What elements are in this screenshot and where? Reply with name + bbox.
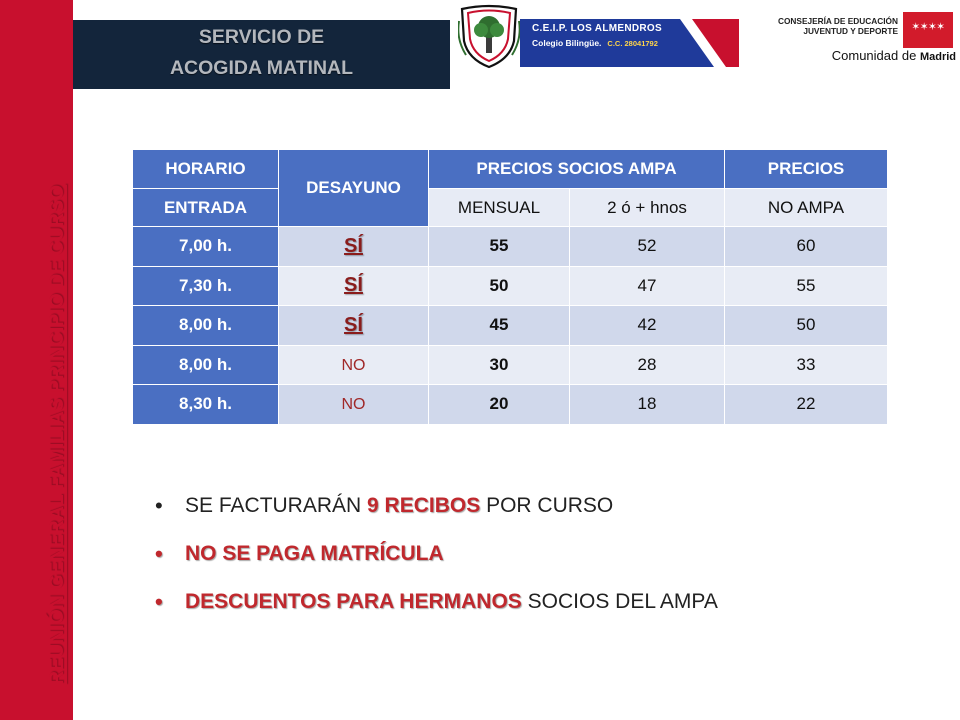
bullet-text-post: POR CURSO	[480, 494, 614, 517]
consejeria-line2: JUVENTUD Y DEPORTE	[803, 26, 898, 36]
cell-no-ampa: 50	[725, 306, 888, 346]
header-desayuno: DESAYUNO	[279, 150, 429, 227]
bullet-matricula	[155, 536, 915, 584]
cell-no-ampa: 60	[725, 227, 888, 267]
school-subtitle	[532, 38, 658, 48]
consejeria-label	[760, 16, 898, 36]
cell-entrada: 8,00 h.	[133, 306, 279, 346]
table-row	[133, 227, 888, 267]
cell-hermanos: 52	[570, 227, 725, 267]
cell-mensual: 30	[429, 345, 570, 385]
madrid-text: Madrid	[919, 51, 956, 63]
cell-mensual: 55	[429, 227, 570, 267]
school-name: C.E.I.P. LOS ALMENDROS	[532, 23, 662, 34]
desayuno-value: NO	[341, 356, 366, 374]
header-hermanos: 2 ó + hnos	[570, 189, 725, 227]
cell-no-ampa: 22	[725, 385, 888, 425]
page-title	[73, 22, 450, 84]
table-header-row	[133, 150, 888, 189]
cell-no-ampa: 33	[725, 345, 888, 385]
desayuno-value: NO	[341, 396, 366, 414]
cell-mensual: 45	[429, 306, 570, 346]
bullet-text-pre: SE FACTURARÁN	[185, 494, 368, 517]
cell-no-ampa: 55	[725, 266, 888, 306]
bullet-text-post: SOCIOS DEL AMPA	[521, 590, 718, 613]
comunidad-text: Comunidad de	[831, 48, 917, 63]
cell-hermanos: 42	[570, 306, 725, 346]
cell-hermanos: 28	[570, 345, 725, 385]
cell-desayuno	[279, 345, 429, 385]
header-horario: HORARIO	[133, 150, 279, 189]
cell-entrada: 8,30 h.	[133, 385, 279, 425]
header-mensual: MENSUAL	[429, 189, 570, 227]
cell-entrada: 8,00 h.	[133, 345, 279, 385]
bullet-descuentos	[155, 584, 915, 632]
cell-desayuno	[279, 227, 429, 267]
header-precios: PRECIOS	[725, 150, 888, 189]
cell-entrada: 7,00 h.	[133, 227, 279, 267]
cell-desayuno	[279, 306, 429, 346]
consejeria-line1: CONSEJERÍA DE EDUCACIÓN	[777, 16, 898, 26]
bullet-dot-icon: •	[155, 493, 163, 518]
cell-hermanos: 18	[570, 385, 725, 425]
side-title: REUNIÓN GENERAL FAMILIAS PRINCIPIO DE CURSO	[46, 184, 68, 685]
header-entrada: ENTRADA	[133, 189, 279, 227]
cell-desayuno	[279, 385, 429, 425]
bullet-dot-icon: •	[155, 541, 163, 566]
desayuno-value: SÍ	[344, 313, 363, 336]
school-code: C.C. 28041792	[607, 39, 658, 48]
page-title-line1: SERVICIO DE	[198, 26, 325, 48]
header-no-ampa: NO AMPA	[725, 189, 888, 227]
bullet-recibos	[155, 488, 915, 536]
info-bullet-list	[155, 488, 915, 632]
bullet-highlight: NO SE PAGA MATRÍCULA	[185, 542, 444, 565]
madrid-flag-icon	[903, 12, 953, 48]
table-row	[133, 306, 888, 346]
cell-desayuno	[279, 266, 429, 306]
school-subtitle-text: Colegio Bilingüe.	[532, 38, 602, 48]
header-precios-socios: PRECIOS SOCIOS AMPA	[429, 150, 725, 189]
price-table	[132, 149, 888, 425]
cell-mensual: 50	[429, 266, 570, 306]
bullet-dot-icon: •	[155, 589, 163, 614]
desayuno-value: SÍ	[344, 274, 363, 297]
table-row	[133, 385, 888, 425]
cell-hermanos: 47	[570, 266, 725, 306]
bullet-highlight: DESCUENTOS PARA HERMANOS	[185, 590, 522, 613]
desayuno-value: SÍ	[344, 234, 363, 257]
school-crest-icon	[458, 3, 520, 69]
table-subheader-row	[133, 189, 888, 227]
cell-entrada: 7,30 h.	[133, 266, 279, 306]
table-row	[133, 345, 888, 385]
madrid-stars: ✶✶✶✶	[911, 21, 945, 33]
bullet-highlight: 9 RECIBOS	[367, 494, 481, 517]
comunidad-label	[760, 48, 956, 63]
table-row	[133, 266, 888, 306]
page-title-line2: ACOGIDA MATINAL	[169, 57, 354, 79]
cell-mensual: 20	[429, 385, 570, 425]
